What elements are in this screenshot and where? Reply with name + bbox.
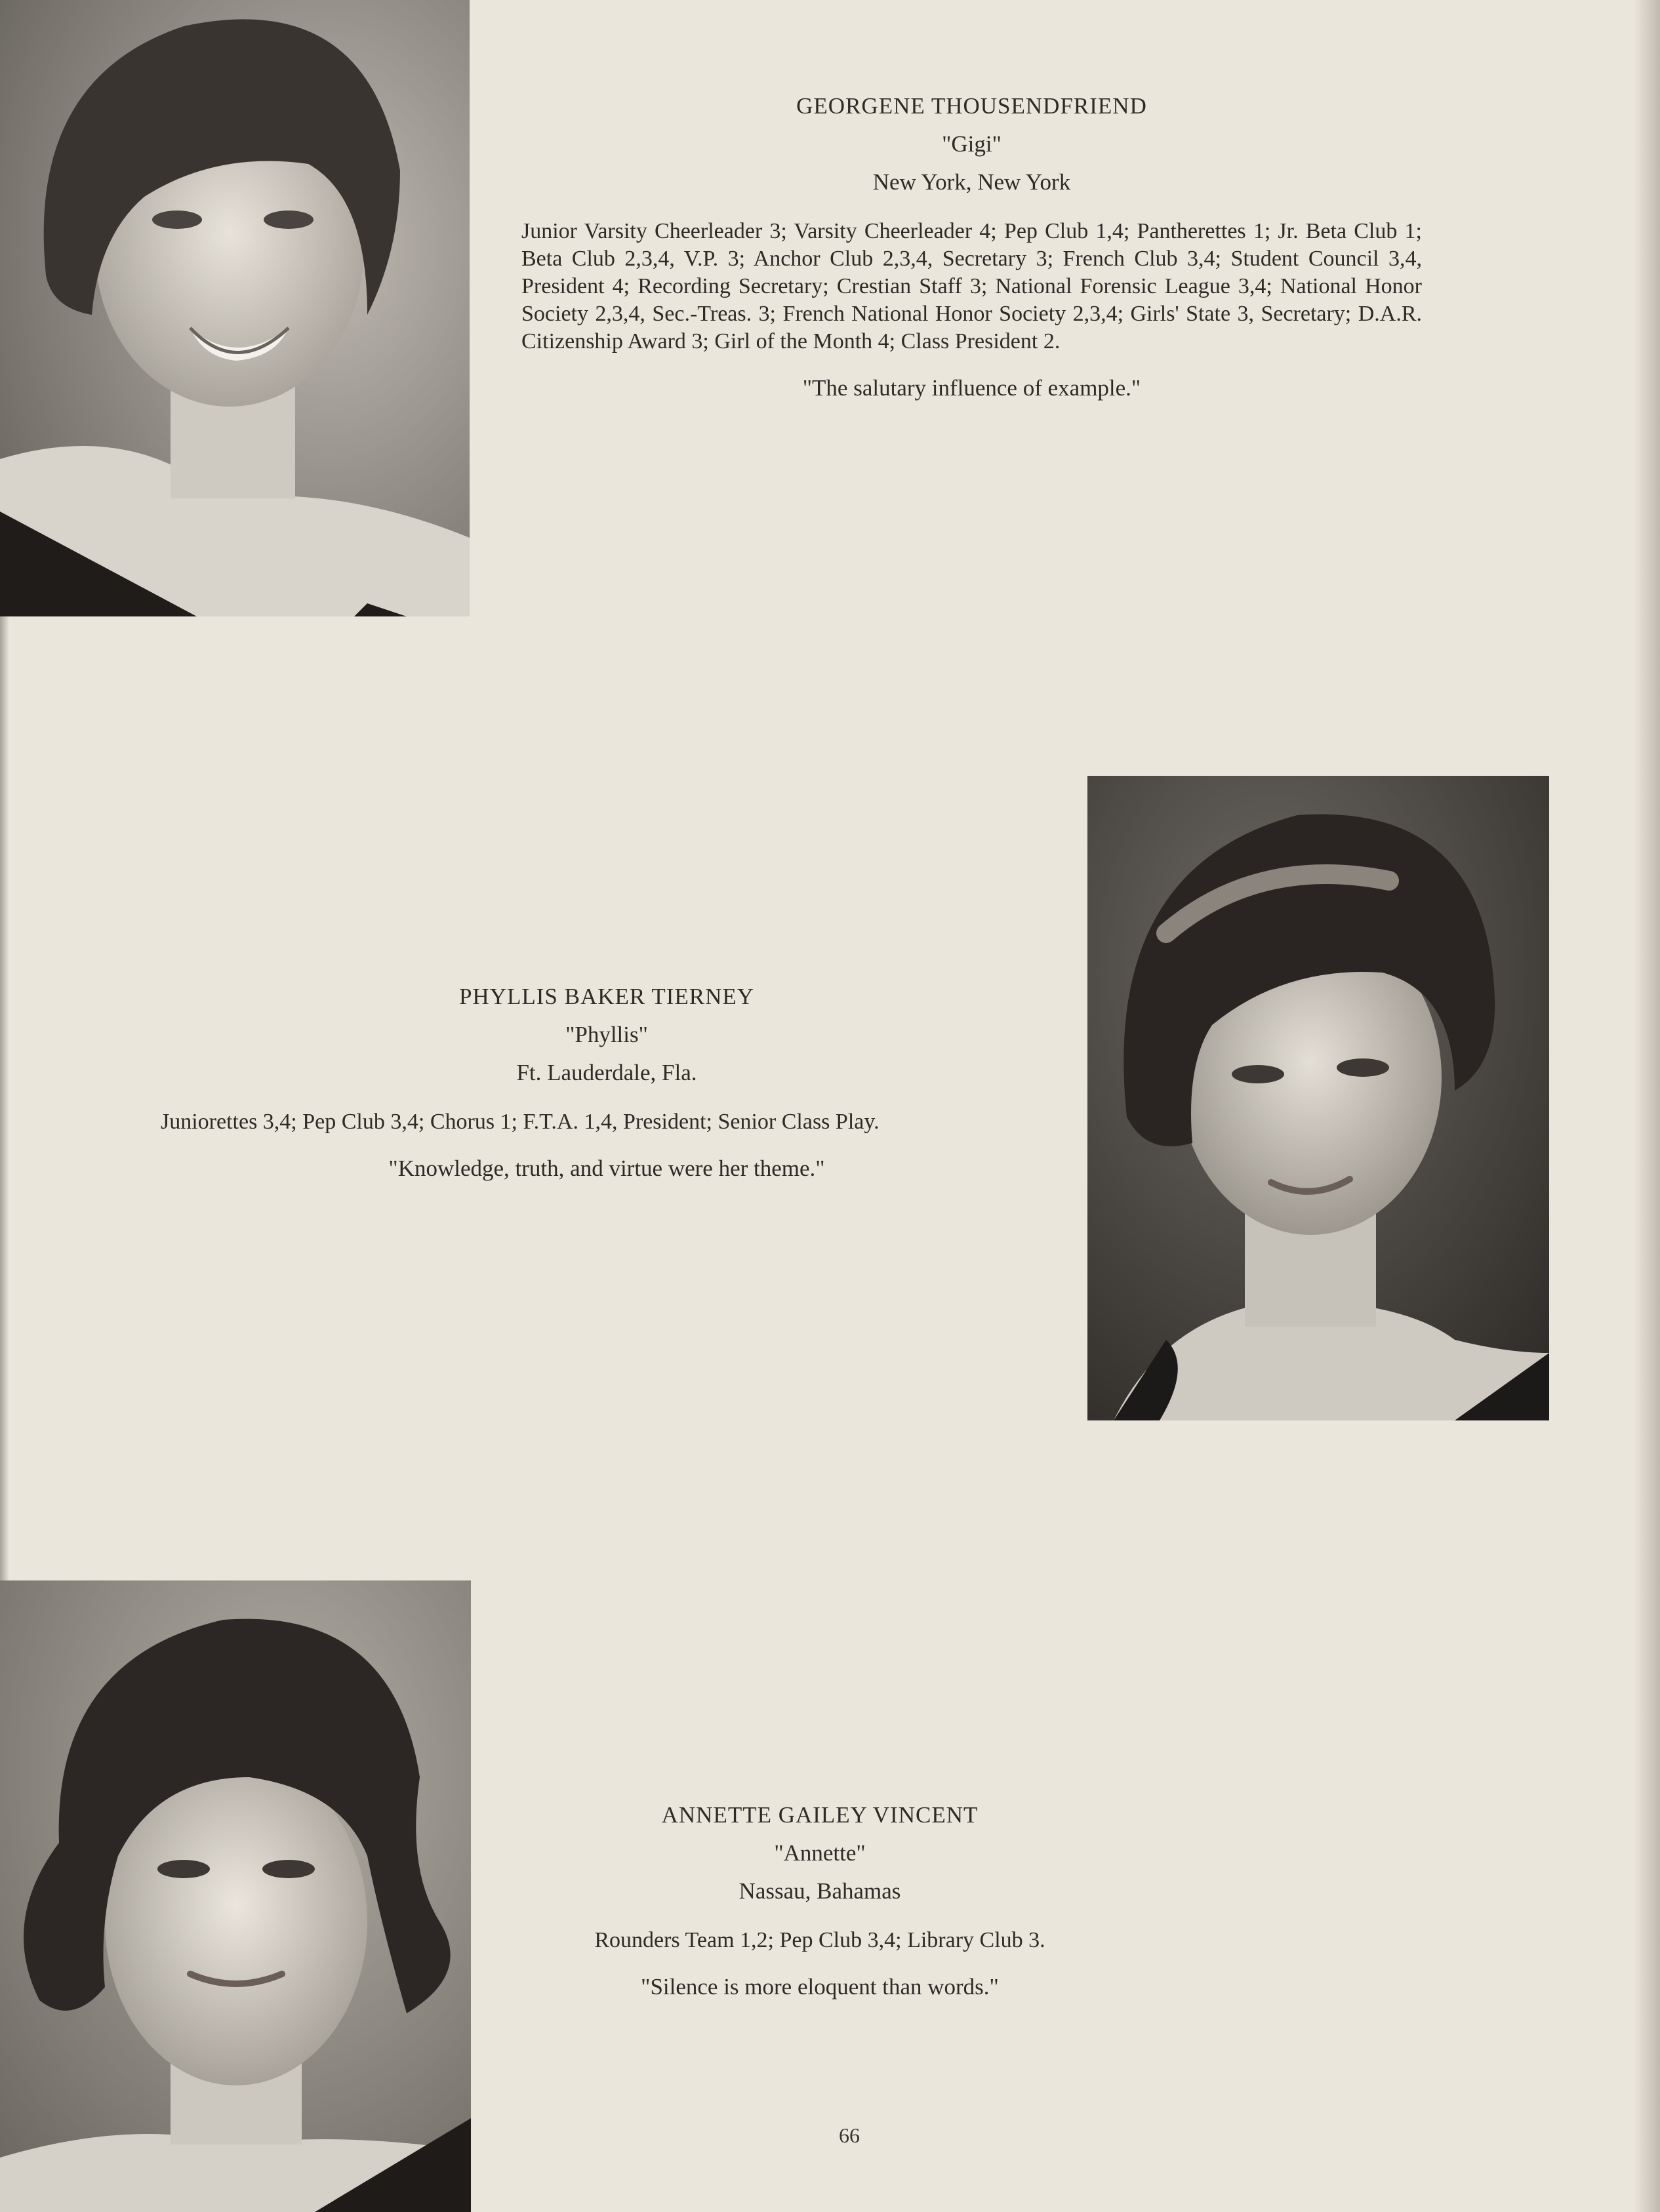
entry-georgene bbox=[521, 93, 1422, 401]
student-nickname: "Phyllis" bbox=[565, 1022, 648, 1047]
student-name: PHYLLIS BAKER TIERNEY bbox=[458, 984, 755, 1009]
entry-annette bbox=[512, 1802, 1128, 2000]
student-name: ANNETTE GAILEY VINCENT bbox=[661, 1802, 979, 1828]
student-nickname: "Gigi" bbox=[942, 131, 1002, 157]
student-quote: "Silence is more eloquent than words." bbox=[641, 1974, 999, 2000]
student-activities: Juniorettes 3,4; Pep Club 3,4; Chorus 1; F.T.A. 1,4, President; Senior Class Play. bbox=[161, 1110, 880, 1134]
page-edge-shadow bbox=[1634, 0, 1660, 2212]
page-number: 66 bbox=[839, 2123, 860, 2147]
student-activities: Rounders Team 1,2; Pep Club 3,4; Library Club 3. bbox=[594, 1928, 1045, 1952]
student-quote: "The salutary influence of example." bbox=[802, 375, 1141, 401]
student-hometown: Ft. Lauderdale, Fla. bbox=[516, 1060, 697, 1085]
portrait-photo-phyllis bbox=[1087, 776, 1549, 1420]
student-activities: Junior Varsity Cheerleader 3; Varsity Cheerleader 4; Pep Club 1,4; Pantherettes 1; Jr. Beta Club 1; Beta Club 2,3,4, V.P. 3; Anchor Club 2,3,4, Secretary 3; French Club 3,4; Student Council 3,4, President 4; Recording Secretary; Crestian Staff 3; National Forensic League 3,4; National Honor Society 2,3,4, Sec.-Treas. 3; French National Honor Society 2,3,4; Girls' State 3, Secretary; D.A.R. Citizenship Award 3; Girl of the Month 4; Class President 2. bbox=[521, 219, 1422, 353]
entry-phyllis bbox=[161, 984, 1053, 1182]
student-nickname: "Annette" bbox=[774, 1840, 866, 1866]
student-hometown: Nassau, Bahamas bbox=[739, 1878, 901, 1904]
portrait-photo-georgene bbox=[0, 0, 470, 616]
portrait-photo-annette bbox=[0, 1580, 471, 2212]
student-hometown: New York, New York bbox=[872, 169, 1071, 195]
student-name: GEORGENE THOUSENDFRIEND bbox=[796, 93, 1147, 119]
student-quote: "Knowledge, truth, and virtue were her theme." bbox=[388, 1156, 825, 1181]
